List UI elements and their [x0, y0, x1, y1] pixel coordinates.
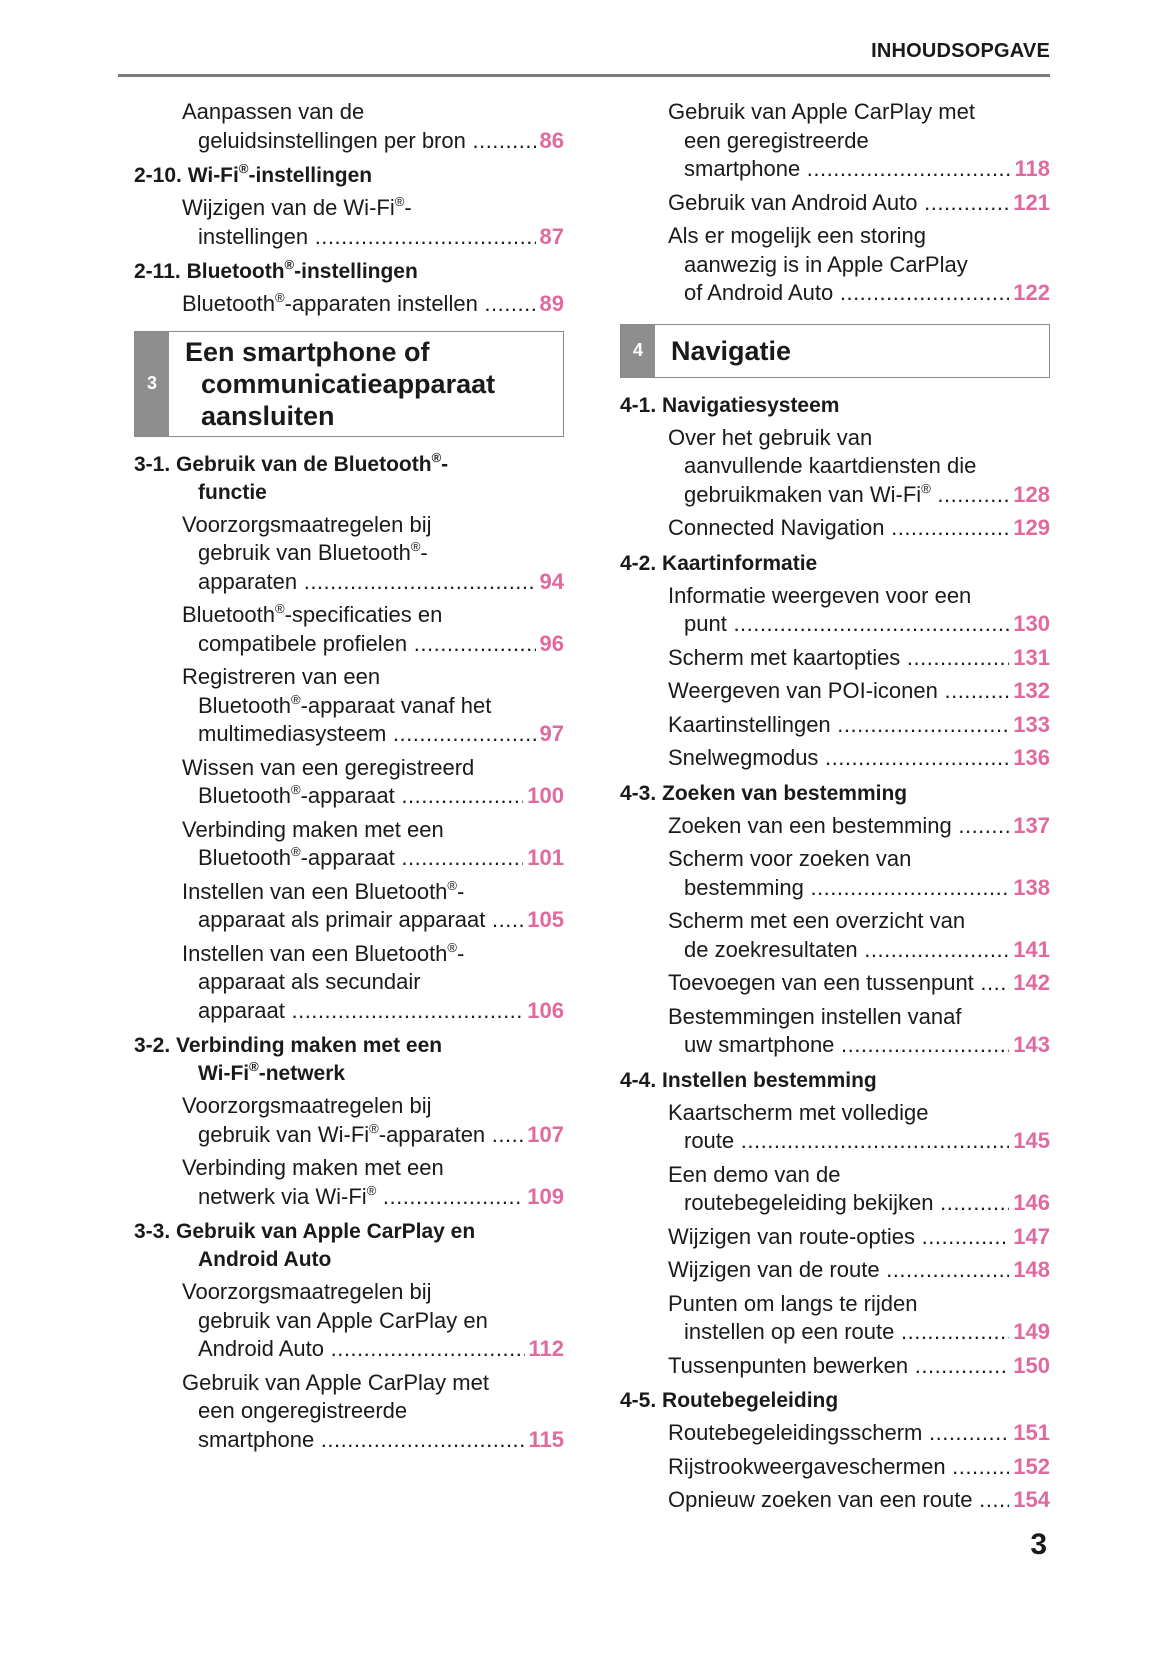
toc-page-link[interactable]: 86	[536, 127, 564, 156]
chapter-number-tab: 4	[621, 325, 655, 377]
toc-page-link[interactable]: 143	[1009, 1031, 1050, 1060]
toc-entry[interactable]: Gebruik van Android Auto ..... 121	[668, 189, 1050, 218]
toc-subsection-heading[interactable]: 3-1. Gebruik van de Bluetooth®- functie	[134, 449, 449, 504]
toc-entry[interactable]: Aanpassen van de geluidsinstellingen per bron ..... 86	[182, 98, 564, 155]
toc-page-link[interactable]: 154	[1009, 1486, 1050, 1515]
toc-entry[interactable]: Opnieuw zoeken van een route ..... 154	[668, 1486, 1050, 1515]
toc-page-link[interactable]: 97	[536, 720, 564, 749]
toc-page-link[interactable]: 133	[1009, 711, 1050, 740]
toc-page-link[interactable]: 138	[1009, 874, 1050, 903]
toc-entry[interactable]: Scherm voor zoeken van bestemming ..... 138	[668, 845, 1050, 902]
toc-subsection-heading[interactable]: 4-5. Routebegeleiding	[620, 1389, 839, 1412]
toc-entry[interactable]: Wijzigen van route-opties ..... 147	[668, 1223, 1050, 1252]
page-header	[118, 36, 1050, 76]
toc-entry[interactable]: Registreren van een Bluetooth®-apparaat vanaf het multimediasysteem ..... 97	[182, 663, 564, 749]
toc-right-column	[620, 98, 1050, 1520]
page-number: 3	[1030, 1528, 1047, 1561]
toc-page-link[interactable]: 149	[1009, 1318, 1050, 1347]
toc-page-link[interactable]: 122	[1009, 279, 1050, 308]
chapter-number-tab: 3	[135, 332, 169, 436]
toc-entry[interactable]: Voorzorgsmaatregelen bij gebruik van Apple CarPlay en Android Auto ..... 112	[182, 1278, 564, 1364]
toc-page-link[interactable]: 141	[1009, 936, 1050, 965]
toc-page-link[interactable]: 96	[536, 630, 564, 659]
toc-page-link[interactable]: 151	[1009, 1419, 1050, 1448]
toc-entry[interactable]: Tussenpunten bewerken ..... 150	[668, 1352, 1050, 1381]
toc-page-link[interactable]: 87	[536, 223, 564, 252]
toc-page-link[interactable]: 146	[1009, 1189, 1050, 1218]
toc-entry[interactable]: Een demo van de routebegeleiding bekijken ..... 146	[668, 1161, 1050, 1218]
toc-page-link[interactable]: 148	[1009, 1256, 1050, 1285]
toc-entry[interactable]: Instellen van een Bluetooth®- apparaat als secundair apparaat ..... 106	[182, 940, 564, 1026]
toc-page-link[interactable]: 129	[1009, 514, 1050, 543]
toc-page-link[interactable]: 145	[1009, 1127, 1050, 1156]
toc-page-link[interactable]: 115	[525, 1426, 565, 1455]
toc-entry[interactable]: Scherm met kaartopties ..... 131	[668, 644, 1050, 673]
toc-page-link[interactable]: 101	[523, 844, 564, 873]
toc-page-link[interactable]: 121	[1009, 189, 1050, 218]
toc-entry[interactable]: Wissen van een geregistreerd Bluetooth®-apparaat ..... 100	[182, 754, 564, 811]
toc-entry[interactable]: Voorzorgsmaatregelen bij gebruik van Wi-Fi®-apparaten ..... 107	[182, 1092, 564, 1149]
toc-page-link[interactable]: 100	[523, 782, 564, 811]
toc-entry[interactable]: Bestemmingen instellen vanaf uw smartphone ..... 143	[668, 1003, 1050, 1060]
toc-entry[interactable]: Voorzorgsmaatregelen bij gebruik van Bluetooth®- apparaten ..... 94	[182, 511, 564, 597]
toc-entry[interactable]: Kaartscherm met volledige route ..... 145	[668, 1099, 1050, 1156]
toc-entry[interactable]: Instellen van een Bluetooth®- apparaat als primair apparaat ..... 105	[182, 878, 564, 935]
toc-entry[interactable]: Kaartinstellingen ..... 133	[668, 711, 1050, 740]
toc-left-column	[134, 98, 564, 1459]
toc-page-link[interactable]: 130	[1009, 610, 1050, 639]
toc-page-link[interactable]: 136	[1009, 744, 1050, 773]
toc-page-link[interactable]: 147	[1009, 1223, 1050, 1252]
toc-subsection-heading[interactable]: 2-11. Bluetooth®-instellingen	[134, 257, 418, 283]
toc-entry[interactable]: Bluetooth®-apparaten instellen ..... 89	[182, 290, 564, 319]
toc-page-link[interactable]: 132	[1009, 677, 1050, 706]
toc-page-link[interactable]: 137	[1009, 812, 1050, 841]
header-divider	[118, 74, 1050, 77]
toc-page-link[interactable]: 152	[1009, 1453, 1050, 1482]
toc-entry[interactable]: Routebegeleidingsscherm ..... 151	[668, 1419, 1050, 1448]
toc-entry[interactable]: Rijstrookweergaveschermen ..... 152	[668, 1453, 1050, 1482]
toc-subsection-heading[interactable]: 4-2. Kaartinformatie	[620, 551, 818, 575]
toc-entry[interactable]: Wijzigen van de Wi-Fi®- instellingen ..... 87	[182, 194, 564, 251]
toc-entry[interactable]: Zoeken van een bestemming ..... 137	[668, 812, 1050, 841]
toc-page-link[interactable]: 131	[1009, 644, 1050, 673]
toc-entry[interactable]: Punten om langs te rijden instellen op een route ..... 149	[668, 1290, 1050, 1347]
toc-page-link[interactable]: 112	[525, 1335, 565, 1364]
toc-subsection-heading[interactable]: 4-3. Zoeken van bestemming	[620, 781, 908, 805]
chapter-heading-3[interactable]: 3 Een smartphone of communicatieapparaat aansluiten	[134, 331, 564, 437]
toc-page-link[interactable]: 150	[1009, 1352, 1050, 1381]
toc-page-link[interactable]: 94	[536, 568, 564, 597]
toc-page-link[interactable]: 109	[523, 1183, 564, 1212]
toc-subsection-heading[interactable]: 4-1. Navigatiesysteem	[620, 393, 840, 417]
toc-subsection-heading[interactable]: 2-10. Wi-Fi®-instellingen	[134, 161, 373, 187]
toc-entry[interactable]: Verbinding maken met een netwerk via Wi-Fi® ..... 109	[182, 1154, 564, 1211]
header-title: INHOUDSOPGAVE	[871, 40, 1050, 62]
toc-page-link[interactable]: 142	[1009, 969, 1050, 998]
toc-entry[interactable]: Verbinding maken met een Bluetooth®-apparaat ..... 101	[182, 816, 564, 873]
toc-page-link[interactable]: 107	[523, 1121, 564, 1150]
toc-page-link[interactable]: 105	[523, 906, 564, 935]
toc-entry[interactable]: Als er mogelijk een storing aanwezig is in Apple CarPlay of Android Auto ..... 122	[668, 222, 1050, 308]
toc-subsection-heading[interactable]: 4-4. Instellen bestemming	[620, 1068, 877, 1092]
toc-page-link[interactable]: 106	[523, 997, 564, 1026]
toc-entry[interactable]: Gebruik van Apple CarPlay met een ongeregistreerde smartphone ..... 115	[182, 1369, 564, 1455]
toc-entry[interactable]: Informatie weergeven voor een punt ..... 130	[668, 582, 1050, 639]
toc-entry[interactable]: Wijzigen van de route ..... 148	[668, 1256, 1050, 1285]
toc-entry[interactable]: Snelwegmodus ..... 136	[668, 744, 1050, 773]
chapter-heading-4[interactable]: 4 Navigatie	[620, 324, 1050, 378]
toc-entry[interactable]: Gebruik van Apple CarPlay met een geregistreerde smartphone ..... 118	[668, 98, 1050, 184]
toc-entry[interactable]: Over het gebruik van aanvullende kaartdiensten die gebruikmaken van Wi-Fi® ..... 128	[668, 424, 1050, 510]
toc-subsection-heading[interactable]: 3-2. Verbinding maken met een Wi-Fi®-netwerk	[134, 1034, 443, 1085]
toc-entry[interactable]: Scherm met een overzicht van de zoekresultaten ..... 141	[668, 907, 1050, 964]
toc-subsection-heading[interactable]: 3-3. Gebruik van Apple CarPlay en Android Auto	[134, 1220, 476, 1271]
toc-page-link[interactable]: 89	[536, 290, 564, 319]
toc-entry[interactable]: Toevoegen van een tussenpunt ..... 142	[668, 969, 1050, 998]
toc-entry[interactable]: Bluetooth®-specificaties en compatibele profielen ..... 96	[182, 601, 564, 658]
toc-page-link[interactable]: 118	[1011, 155, 1051, 184]
toc-entry[interactable]: Connected Navigation ..... 129	[668, 514, 1050, 543]
toc-page-link[interactable]: 128	[1009, 481, 1050, 510]
toc-entry[interactable]: Weergeven van POI-iconen ..... 132	[668, 677, 1050, 706]
